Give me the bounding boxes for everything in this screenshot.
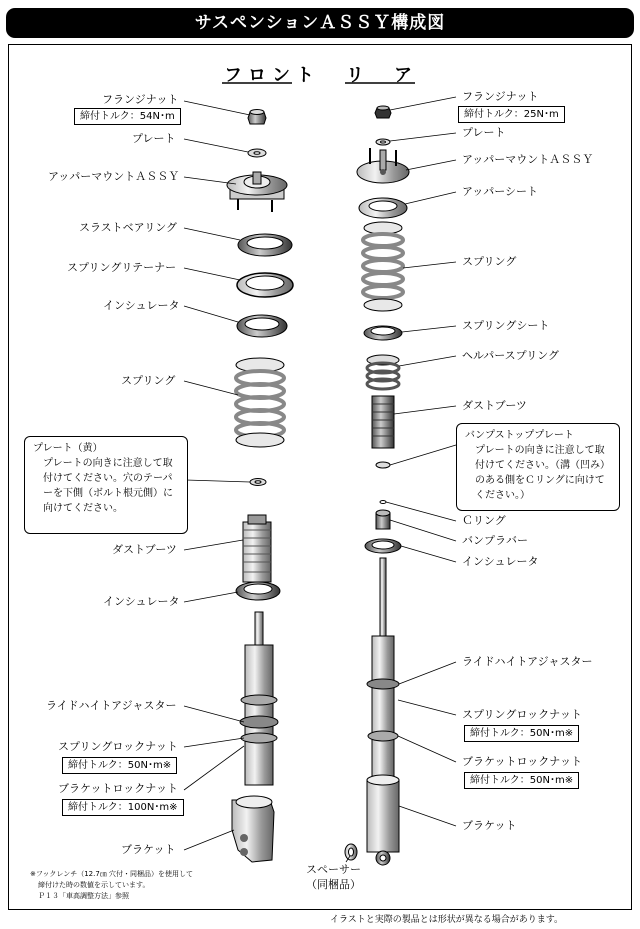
rear-spring-seat-label: スプリングシート (462, 319, 550, 332)
rear-plate-icon (376, 139, 390, 145)
front-shock-body-icon (240, 612, 278, 785)
front-dust-boot-label: ダストブーツ (112, 543, 177, 556)
rear-spring-label: スプリング (462, 255, 517, 268)
leader-lines (184, 97, 456, 862)
front-spring-lock-nut-torque: 締付トルク：50N･m※ (62, 757, 177, 774)
front-bracket-lock-nut-torque: 締付トルク：100N･m※ (62, 799, 184, 816)
front-upper-mount-label: アッパーマウントＡＳＳＹ (48, 170, 180, 183)
front-spring-retainer-icon (237, 273, 293, 297)
rear-bump-rubber-icon (376, 510, 390, 529)
front-flange-nut-torque: 締付トルク：54N･m (74, 108, 181, 125)
front-upper-mount-icon (227, 172, 287, 212)
rear-flange-nut-icon (375, 106, 391, 118)
bump-note-title: バンプストッププレート (465, 430, 574, 441)
rear-upper-seat-icon (359, 198, 407, 218)
rear-c-ring-label: Ｃリング (462, 514, 506, 527)
front-insulator-icon (237, 315, 287, 337)
front-header: フロント (224, 65, 320, 86)
rear-shock-body-icon (367, 558, 399, 776)
front-insulator-label: インシュレータ (103, 299, 180, 312)
front-flange-nut-label: フランジナット (102, 93, 179, 106)
front-spring-label: スプリング (121, 374, 176, 387)
front-bracket-lock-nut-label: ブラケットロックナット (58, 782, 179, 795)
rear-plate-label: プレート (462, 126, 506, 139)
rear-helper-spring-icon (367, 355, 399, 389)
rear-upper-seat-label: アッパーシート (462, 185, 539, 198)
bump-note-body: プレートの向きに注意して取付けてください。（溝（凹み）のある側をＣリングに向けてください。） (475, 445, 610, 501)
front-bracket-icon (232, 796, 274, 862)
plate-note-box (24, 436, 188, 534)
rear-header: リ ア (346, 65, 418, 86)
rear-spring-lock-nut-label: スプリングロックナット (462, 708, 582, 721)
rear-flange-nut-label: フランジナット (462, 90, 539, 103)
rear-spring-icon (363, 222, 403, 311)
front-yellow-plate-icon (250, 479, 266, 486)
rear-dust-boot-label: ダストブーツ (462, 399, 527, 412)
rear-insulator-icon (365, 539, 401, 553)
rear-bracket-lock-nut-label: ブラケットロックナット (462, 755, 583, 768)
rear-flange-nut-torque: 締付トルク：25N･m (458, 106, 565, 123)
rear-spacer-label: スペーサー (306, 863, 361, 876)
front-ride-height-adjuster-label: ライドハイトアジャスター (46, 699, 177, 712)
front-dust-boot-icon (243, 515, 271, 582)
front-spring-icon (236, 358, 284, 447)
rear-bump-rubber-label: バンプラバー (462, 534, 528, 547)
rear-dust-boot-icon (372, 396, 394, 448)
plate-note-body: プレートの向きに注意して取付けてください。穴のテーパーを下側（ボルト根元側）に向けてください。 (43, 458, 173, 514)
rear-spacer-icon (345, 844, 357, 860)
front-insulator-lower-label: インシュレータ (103, 595, 180, 608)
rear-ride-height-adjuster-label: ライドハイトアジャスター (462, 655, 593, 668)
front-thrust-bearing-label: スラストベアリング (79, 221, 178, 234)
footnote (30, 869, 193, 902)
front-bracket-label: ブラケット (121, 843, 176, 856)
front-flange-nut-icon (248, 110, 266, 125)
rear-spring-seat-icon (364, 326, 402, 340)
rear-spring-lock-nut-torque: 締付トルク：50N･m※ (464, 725, 579, 742)
front-plate-icon (248, 149, 266, 157)
front-insulator-lower-icon (236, 582, 280, 600)
rear-insulator-label: インシュレータ (462, 555, 539, 568)
rear-upper-mount-icon (357, 148, 409, 183)
front-plate-label: プレート (132, 132, 176, 145)
rear-spacer-note: （同梱品） (306, 878, 361, 891)
rear-bracket-label: ブラケット (462, 819, 517, 832)
disclaimer: イラストと実際の製品とは形状が異なる場合があります。 (330, 915, 564, 925)
rear-bracket-icon (367, 775, 399, 865)
footnote-line-2: 締付けた時の数値を示しています。 (38, 881, 150, 889)
rear-c-ring-icon (380, 501, 386, 504)
plate-note-title: プレート（黄） (33, 443, 103, 454)
rear-bump-stop-plate-icon (376, 462, 390, 468)
bump-note-box (456, 423, 620, 511)
page-title: サスペンションＡＳＳＹ構成図 (6, 8, 634, 38)
front-spring-lock-nut-label: スプリングロックナット (58, 740, 178, 753)
rear-upper-mount-label: アッパーマウントＡＳＳＹ (462, 153, 594, 166)
front-spring-retainer-label: スプリングリテーナー (67, 261, 177, 274)
rear-bracket-lock-nut-torque: 締付トルク：50N･m※ (464, 772, 579, 789)
rear-helper-spring-label: ヘルパースプリング (462, 349, 560, 362)
footnote-line-1: ※フックレンチ（12.7㎝ 穴付・同梱品）を使用して (30, 870, 194, 878)
front-thrust-bearing-icon (238, 234, 292, 256)
footnote-line-3: Ｐ１３「車高調整方法」参照 (38, 892, 129, 900)
